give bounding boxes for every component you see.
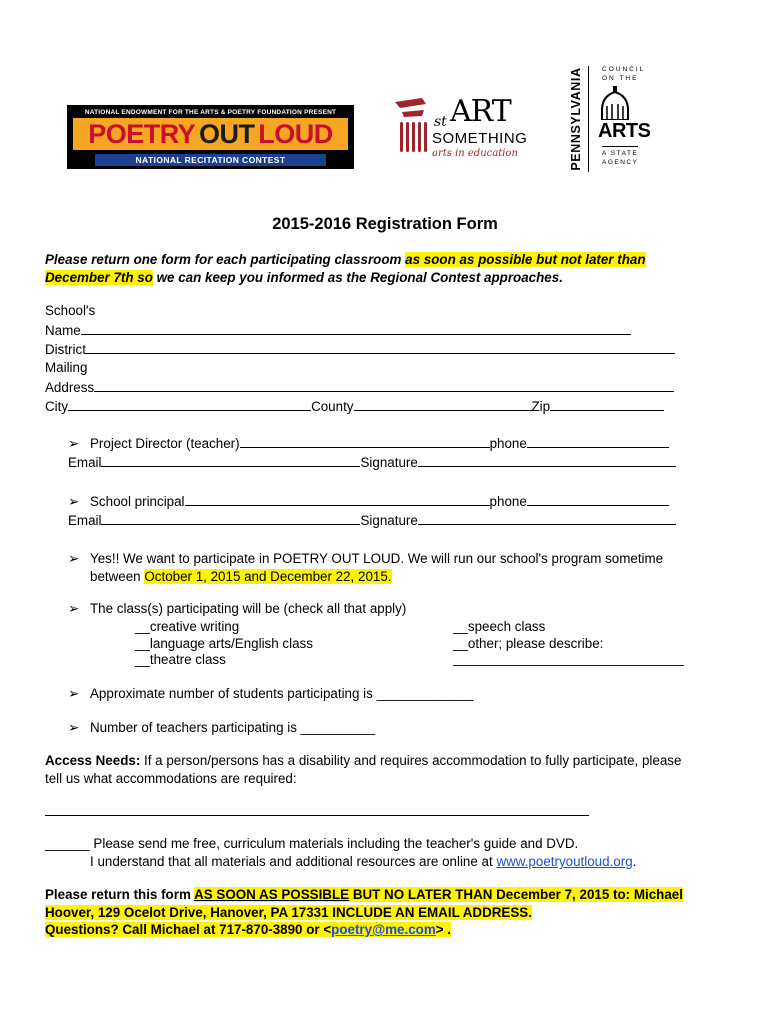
footer-address-highlight: Hoover, 129 Ocelot Drive, Hanover, PA 17331 INCLUDE AN EMAIL ADDRESS. [45, 905, 532, 920]
arrow-bullet-icon: ➢ [68, 601, 80, 616]
access-text-2: tell us what accommodations are required: [45, 771, 297, 786]
materials-line-1 [45, 836, 578, 852]
school-name-field[interactable] [81, 322, 631, 335]
arrow-bullet-icon: ➢ [68, 686, 80, 701]
yes-dates-highlight: October 1, 2015 and December 22, 2015. [144, 569, 392, 584]
pca-divider [588, 66, 589, 172]
principal-signature-field[interactable] [418, 512, 676, 525]
materials-text-2: I understand that all materials and additional resources are online at [90, 854, 497, 869]
principal-email-label: Email [68, 513, 102, 528]
classes-heading-row [68, 601, 406, 617]
class-option-language-arts[interactable]: __language arts/English class [135, 636, 313, 651]
pca-state-name-box [566, 66, 586, 172]
other-describe-field[interactable]: _______________________________ [453, 651, 684, 666]
class-option-speech[interactable]: __speech class [453, 619, 546, 634]
teachers-row [68, 720, 375, 736]
project-director-label: Project Director (teacher) [90, 436, 240, 451]
page-title: 2015-2016 Registration Form [272, 215, 498, 233]
district-field[interactable] [86, 341, 675, 354]
yes-between: between [90, 569, 145, 584]
intro-highlight-1: as soon as possible but not later than [405, 252, 646, 267]
classes-heading: The class(s) participating will be (check all that apply) [90, 601, 407, 616]
materials-end: . [632, 854, 637, 869]
pol-logo-wordmark [73, 118, 348, 150]
pd-email-label: Email [68, 455, 102, 470]
start-tagline: arts in education [432, 148, 518, 159]
materials-text-1: Please send me free, curriculum materials including the teacher's guide and DVD. [89, 836, 579, 851]
yes-text: Yes!! We want to participate in POETRY OUT LOUD. We will run our school's program sometime [90, 551, 664, 566]
pd-signature-field[interactable] [418, 454, 676, 467]
principal-email-field[interactable] [101, 512, 360, 525]
city-county-zip-row [45, 398, 664, 415]
start-something-word: SOMETHING [432, 130, 528, 147]
access-needs-field[interactable] [45, 815, 589, 816]
footer-deadline-highlight: BUT NO LATER THAN December 7, 2015 to: Michael [349, 887, 683, 902]
students-field[interactable]: _____________ [376, 686, 474, 701]
pol-logo-top-text: NATIONAL ENDOWMENT FOR THE ARTS & POETRY FOUNDATION PRESENT [84, 109, 337, 116]
arrow-bullet-icon: ➢ [68, 720, 80, 735]
footer-line-3 [45, 922, 451, 938]
pca-agency-text: AGENCY [602, 159, 639, 166]
pd-email-field[interactable] [101, 454, 360, 467]
arrow-bullet-icon: ➢ [68, 494, 80, 509]
pd-phone-label: phone [489, 436, 527, 451]
principal-field[interactable] [185, 493, 490, 506]
intro-highlight-2: December 7th so [45, 270, 153, 285]
city-label: City [45, 399, 69, 414]
footer-questions-end: > . [435, 922, 452, 937]
arrow-bullet-icon: ➢ [68, 436, 80, 451]
school-label: School's [45, 303, 96, 318]
county-label: County [311, 399, 354, 414]
intro-text: Please return one form for each participating classroom [45, 252, 406, 267]
poetry-out-loud-logo [67, 105, 354, 169]
address-row [45, 379, 674, 396]
city-field[interactable] [68, 398, 311, 411]
principal-row [68, 493, 669, 510]
intro-line-1 [45, 252, 646, 268]
email-link[interactable]: poetry@me.com [331, 922, 436, 937]
students-label: Approximate number of students participating is [90, 686, 377, 701]
access-text-1: If a person/persons has a disability and requires accommodation to fully participate, please [140, 753, 682, 768]
zip-label: Zip [531, 399, 551, 414]
pa-council-arts-logo [566, 66, 651, 172]
footer-questions: Questions? Call Michael at 717-870-3890 or < [45, 922, 332, 937]
intro-text-end: we can keep you informed as the Regional Contest approaches. [152, 270, 563, 285]
intro-line-2 [45, 270, 563, 286]
pol-word-out: OUT [199, 119, 255, 149]
capitol-dome-icon [592, 86, 638, 120]
project-director-row [68, 435, 669, 452]
teachers-field[interactable]: __________ [300, 720, 376, 735]
pol-word-loud: LOUD [258, 119, 333, 149]
start-something-logo [392, 92, 527, 164]
pd-email-row [68, 454, 676, 471]
pca-rule [602, 146, 638, 147]
class-option-creative-writing[interactable]: __creative writing [135, 619, 240, 634]
start-art-word: ART [450, 94, 511, 129]
class-option-theatre[interactable]: __theatre class [135, 652, 226, 667]
access-line-1 [45, 753, 681, 769]
district-row [45, 341, 675, 358]
pca-astate-text: A STATE [602, 150, 639, 157]
materials-line-2 [90, 854, 636, 870]
principal-signature-label: Signature [360, 513, 418, 528]
county-field[interactable] [354, 398, 532, 411]
pd-signature-label: Signature [360, 455, 418, 470]
pca-state-name: PENNSYLVANIA [569, 67, 583, 171]
access-label: Access Needs: [45, 753, 141, 768]
pol-word-poetry: POETRY [88, 119, 196, 149]
footer-text-1: Please return this form [45, 887, 195, 902]
project-director-field[interactable] [240, 435, 490, 448]
principal-label: School principal [90, 494, 185, 509]
start-prefix: st [434, 114, 447, 130]
principal-email-row [68, 512, 676, 529]
address-field[interactable] [94, 379, 674, 392]
mailing-label: Mailing [45, 360, 88, 375]
yes-line-1 [68, 551, 663, 567]
school-name-row [45, 322, 631, 339]
poetry-out-loud-link[interactable]: www.poetryoutloud.org [496, 854, 633, 869]
teachers-label: Number of teachers participating is [90, 720, 301, 735]
principal-phone-field[interactable] [527, 493, 669, 506]
pd-phone-field[interactable] [527, 435, 669, 448]
footer-line-2 [45, 905, 532, 921]
pca-onthe-text: ON THE [602, 75, 639, 82]
footer-line-1 [45, 887, 683, 903]
pca-arts-text: ARTS [598, 120, 651, 142]
pca-council-text: COUNCIL [602, 66, 646, 73]
school-name-label: Name [45, 323, 81, 338]
zip-field[interactable] [550, 398, 664, 411]
pol-logo-bottom-text: NATIONAL RECITATION CONTEST [95, 154, 326, 166]
materials-checkbox[interactable]: ______ [45, 836, 90, 851]
principal-phone-label: phone [489, 494, 527, 509]
yes-line-2 [90, 569, 392, 585]
students-row [68, 686, 473, 702]
class-option-other[interactable]: __other; please describe: [453, 636, 604, 651]
arrow-bullet-icon: ➢ [68, 551, 80, 566]
address-label: Address [45, 380, 95, 395]
district-label: District [45, 342, 86, 357]
footer-asap-highlight: AS SOON AS POSSIBLE [194, 887, 350, 902]
